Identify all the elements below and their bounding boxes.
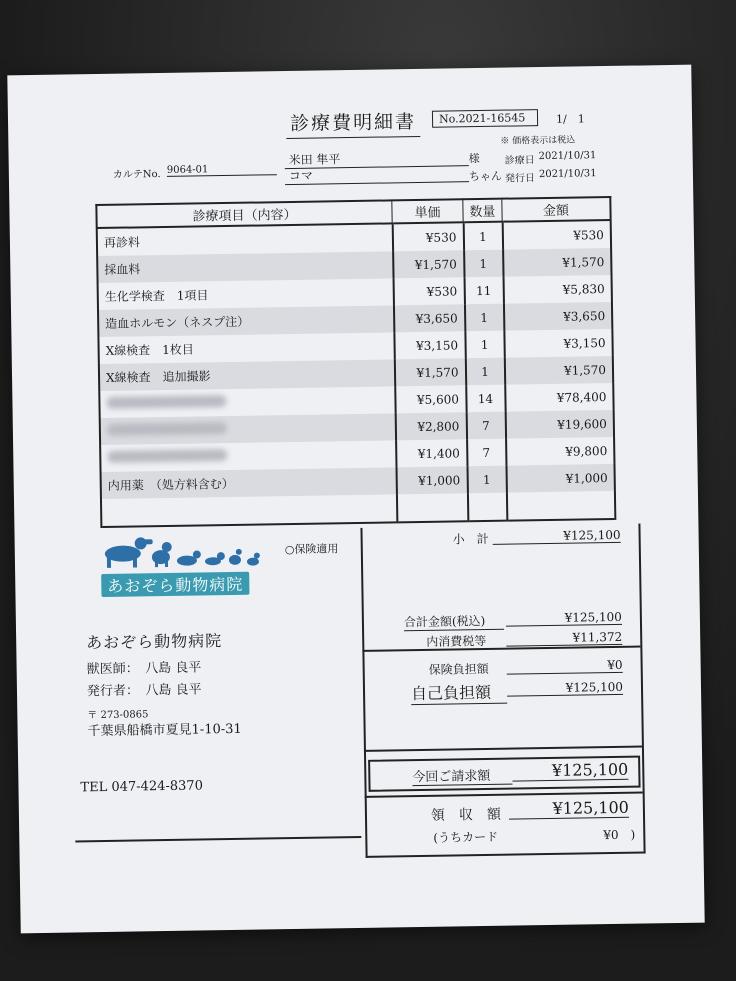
insurance-label: 保険負担額 [428, 661, 489, 677]
item-qty: 11 [464, 277, 503, 305]
item-amount: ¥19,600 [505, 410, 614, 439]
header-item: 診療項目（内容） [96, 200, 392, 228]
clinic-address: 千葉県船橋市夏見1-10-31 [87, 721, 242, 740]
item-amount: ¥78,400 [505, 383, 614, 412]
pet-name: コマ [285, 164, 469, 185]
visit-date: 2021/10/31 [538, 150, 597, 163]
visit-date-label: 診療日 [504, 155, 535, 167]
header-quantity: 数量 [463, 199, 502, 223]
item-price: ¥530 [392, 222, 463, 251]
card-label: (うちカード [433, 829, 499, 845]
document-title: 診療費明細書 [286, 107, 420, 139]
karte-label: カルテNo. [112, 169, 161, 181]
clinic-logo-text: あおぞら動物病院 [101, 572, 249, 597]
issuer: 発行者： 八島 良平 [86, 682, 202, 700]
item-price: ¥1,400 [396, 439, 467, 467]
item-qty: 14 [466, 385, 505, 413]
issued-date-label: 発行日 [504, 173, 536, 185]
subtotal-label: 小 計 [452, 531, 489, 547]
insurance-note: ○保険適用 [284, 542, 339, 557]
item-name: 採血料 [97, 251, 393, 283]
header-amount: 金額 [502, 197, 611, 222]
insurance-value: ¥0 [507, 658, 623, 675]
total-value: ¥125,100 [506, 610, 622, 627]
subtotal-value: ¥125,100 [493, 528, 621, 545]
item-qty: 1 [464, 304, 503, 332]
tax-note: ※ 価格表示は税込 [500, 135, 576, 147]
treatment-table [95, 196, 616, 528]
item-amount: ¥3,150 [504, 329, 613, 358]
clinic-name: あおぞら動物病院 [86, 631, 223, 653]
item-price: ¥5,600 [395, 385, 466, 413]
item-price: ¥1,570 [394, 358, 465, 386]
item-amount: ¥1,000 [506, 464, 615, 493]
item-amount: ¥530 [502, 220, 611, 250]
card-value: ¥0 ) [603, 827, 636, 843]
item-price: ¥3,650 [393, 304, 464, 332]
item-qty: 1 [464, 250, 503, 278]
item-qty: 7 [467, 439, 506, 467]
item-qty: 7 [466, 412, 505, 440]
received-label: 領 収 額 [430, 806, 502, 824]
total-label: 合計金額(税込) [404, 612, 504, 632]
postal-code: 〒 273-0865 [87, 709, 149, 722]
item-name: X線検査 追加撮影 [99, 359, 395, 391]
item-qty: 1 [463, 222, 502, 251]
item-name: X線検査 1枚目 [98, 332, 394, 364]
item-price: ¥530 [393, 277, 464, 305]
tax-label: 内消費税等 [426, 633, 487, 649]
signature-line [75, 836, 361, 842]
bill-label: 今回ご請求額 [412, 765, 512, 787]
veterinarian: 獣医師： 八島 良平 [86, 660, 202, 678]
item-amount: ¥3,650 [503, 302, 612, 331]
item-amount: ¥1,570 [504, 356, 613, 385]
issued-date: 2021/10/31 [538, 168, 597, 181]
item-price: ¥1,000 [396, 466, 467, 494]
karte-number: 9064-01 [167, 163, 277, 177]
item-name: 生化学検査 1項目 [98, 278, 394, 310]
item-amount: ¥5,830 [503, 275, 612, 304]
page-number: 1/ 1 [555, 112, 585, 126]
item-qty: 1 [467, 466, 506, 494]
redaction-blur [107, 449, 227, 463]
self-pay-value: ¥125,100 [507, 680, 623, 697]
bill-value: ¥125,100 [512, 760, 628, 782]
owner-suffix: 様 [468, 152, 480, 166]
item-name: 再診料 [97, 223, 393, 256]
item-price: ¥2,800 [395, 412, 466, 440]
tax-value: ¥11,372 [506, 630, 622, 647]
header-unit-price: 単価 [392, 199, 463, 223]
owner-name: 米田 隼平 [285, 148, 469, 169]
item-name: 造血ホルモン（ネスプ注） [98, 305, 394, 337]
redaction-blur [107, 422, 227, 436]
item-name: 内用薬 （処方料含む） [101, 467, 397, 499]
item-amount: ¥9,800 [506, 437, 615, 466]
clinic-phone: TEL 047-424-8370 [80, 778, 204, 796]
pet-suffix: ちゃん [468, 169, 503, 184]
item-amount: ¥1,570 [503, 248, 612, 277]
self-pay-label: 自己負担額 [411, 680, 507, 706]
document-number: No.2021-16545 [432, 109, 538, 128]
redaction-blur [106, 395, 226, 409]
item-price: ¥3,150 [394, 331, 465, 359]
item-price: ¥1,570 [393, 250, 464, 278]
receipt-paper [7, 65, 704, 934]
received-value: ¥125,100 [509, 798, 629, 820]
item-qty: 1 [465, 331, 504, 359]
item-qty: 1 [465, 358, 504, 386]
